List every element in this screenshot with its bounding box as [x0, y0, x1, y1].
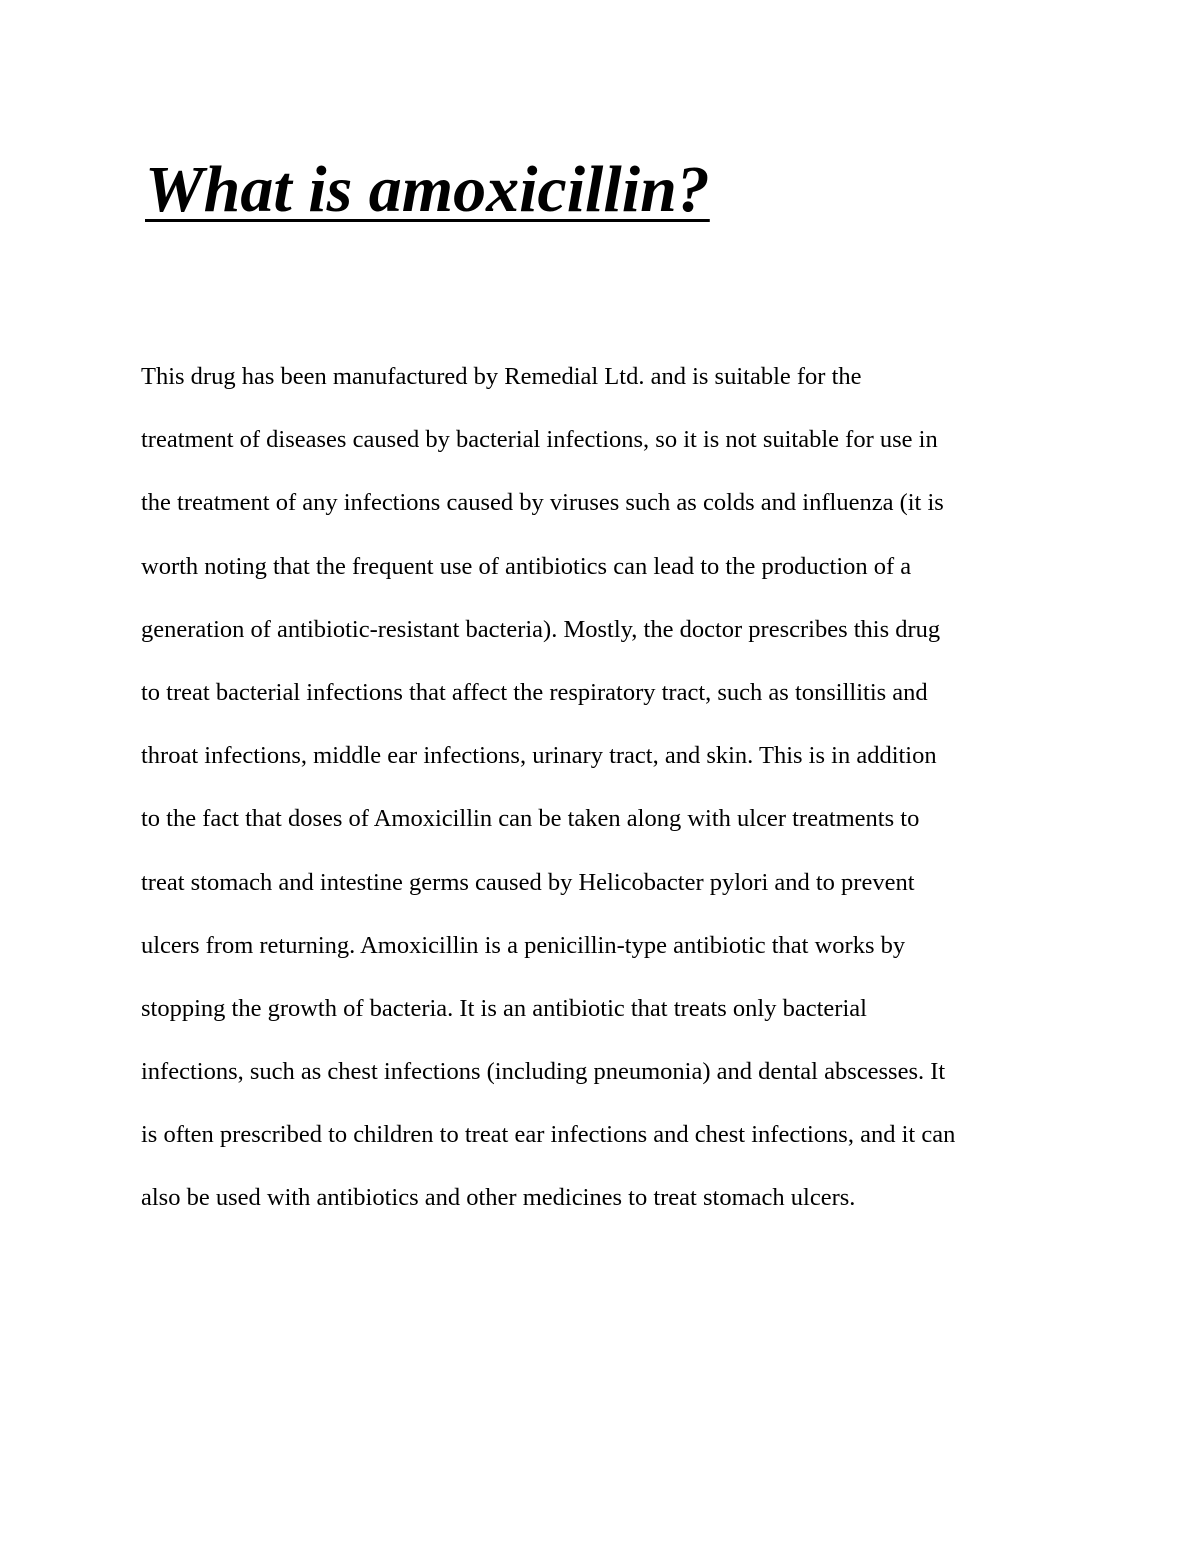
body-line: ulcers from returning. Amoxicillin is a penicillin-type antibiotic that works by [141, 931, 906, 959]
body-line: throat infections, middle ear infections, urinary tract, and skin. This is in addition [141, 742, 937, 770]
body-line: treatment of diseases caused by bacterial infections, so it is not suitable for use in [141, 426, 938, 454]
body-line: is often prescribed to children to treat ear infections and chest infections, and it can [141, 1121, 956, 1149]
body-line: This drug has been manufactured by Remedial Ltd. and is suitable for the [141, 363, 862, 390]
body-line: to treat bacterial infections that affect the respiratory tract, such as tonsillitis and [141, 678, 928, 706]
document-body [141, 358, 1071, 1243]
body-line: generation of antibiotic-resistant bacteria). Mostly, the doctor prescribes this drug [141, 615, 941, 643]
body-line: stopping the growth of bacteria. It is an antibiotic that treats only bacterial [141, 994, 867, 1022]
body-line: worth noting that the frequent use of antibiotics can lead to the production of a [141, 552, 912, 580]
body-line: the treatment of any infections caused by viruses such as colds and influenza (it is [141, 489, 944, 517]
body-line: to the fact that doses of Amoxicillin can be taken along with ulcer treatments to [141, 805, 920, 833]
body-line: infections, such as chest infections (including pneumonia) and dental abscesses. It [141, 1058, 946, 1086]
body-line: treat stomach and intestine germs caused by Helicobacter pylori and to prevent [141, 868, 915, 896]
body-line: also be used with antibiotics and other medicines to treat stomach ulcers. [141, 1184, 856, 1212]
document-title: What is amoxicillin? [145, 153, 710, 226]
